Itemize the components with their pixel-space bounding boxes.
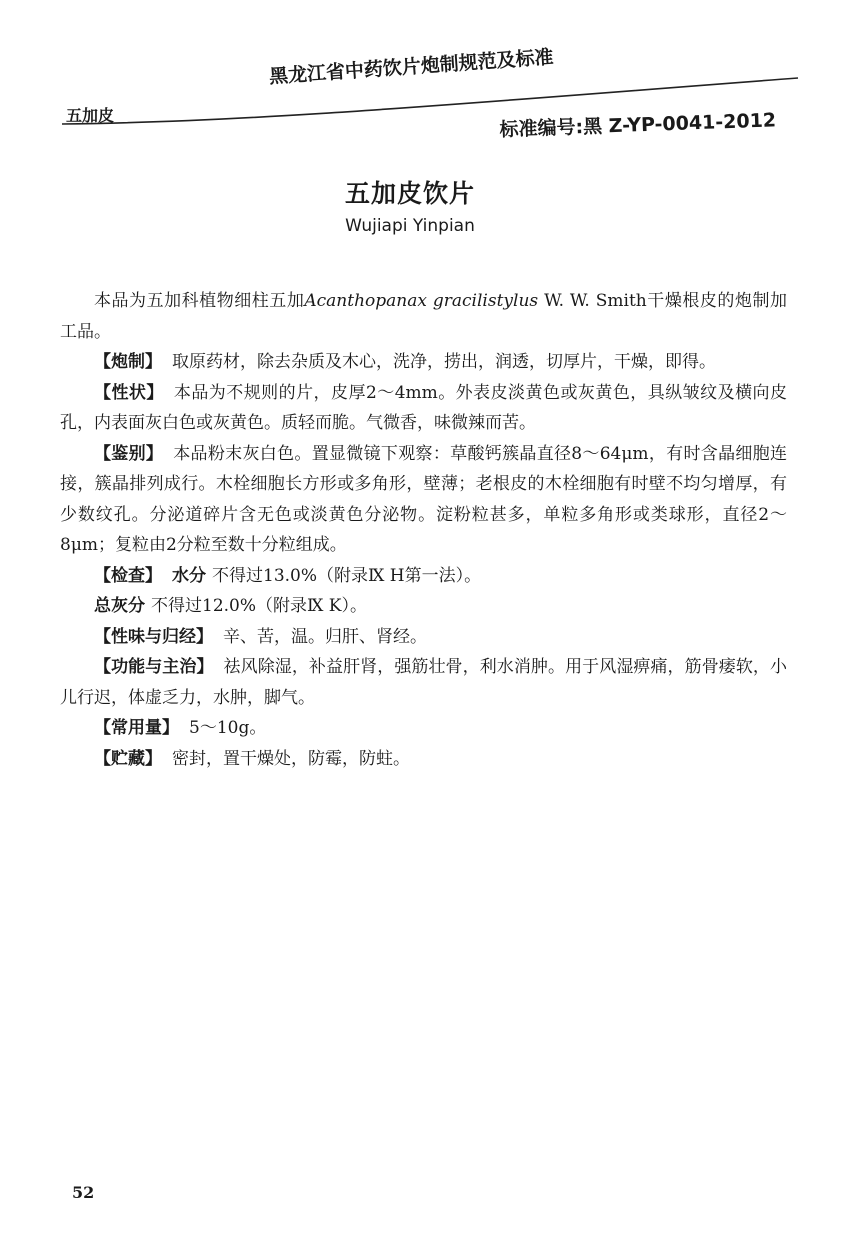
identification-label: 【鉴别】 [94, 443, 164, 464]
page-subtitle-pinyin: Wujiapi Yinpian [345, 216, 475, 236]
processing-label: 【炮制】 [94, 352, 162, 372]
total-ash-paragraph [60, 591, 787, 622]
page-title: 五加皮饮片 [344, 179, 475, 208]
identification-paragraph [60, 439, 787, 561]
inspection-paragraph [60, 561, 787, 592]
function-paragraph [60, 652, 787, 713]
moisture-text: 不得过13.0%（附录Ⅸ H第一法）。 [212, 565, 482, 586]
page-number: 52 [72, 1183, 95, 1202]
intro-paragraph [60, 286, 787, 347]
character-paragraph [60, 378, 787, 439]
total-ash-text: 不得过12.0%（附录Ⅸ K）。 [151, 596, 368, 616]
nature-paragraph [60, 622, 787, 653]
running-header-section: 五加皮 [66, 106, 115, 125]
intro-text-after: W. W. Smith干燥根皮的炮制加工品。 [60, 291, 787, 342]
dosage-paragraph [60, 713, 787, 744]
inspection-label: 【检查】 [94, 565, 162, 586]
function-text: 祛风除湿，补益肝肾，强筋壮骨，利水消肿。用于风湿痹痛，筋骨痿软，小儿行迟，体虚乏力，水肿，脚气。 [60, 657, 788, 708]
nature-text: 辛、苦，温。归肝、肾经。 [223, 626, 427, 647]
intro-text-before: 本品为五加科植物细柱五加 [94, 291, 305, 311]
storage-text: 密封，置干燥处，防霉，防蛀。 [172, 748, 410, 769]
character-label: 【性状】 [94, 382, 164, 403]
function-label: 【功能与主治】 [94, 657, 214, 677]
identification-text: 本品粉末灰白色。置显微镜下观察：草酸钙簇晶直径8～64μm，有时含晶细胞连接，簇晶排列成行。木栓细胞长方形或多角形，壁薄；老根皮的木栓细胞有时壁不均匀增厚，有少数纹孔。分泌道碎片含无色或淡黄色分泌物。淀粉粒甚多，单粒多角形或类球形，直径2～8μm；复粒由2分粒至数十分粒组成。 [60, 443, 787, 555]
total-ash-label: 总灰分 [94, 596, 145, 616]
character-text: 本品为不规则的片，皮厚2～4mm。外表皮淡黄色或灰黄色，具纵皱纹及横向皮孔，内表面灰白色或灰黄色。质轻而脆。气微香，味微辣而苦。 [60, 382, 788, 433]
storage-paragraph [60, 744, 787, 775]
moisture-label: 水分 [172, 565, 206, 586]
dosage-label: 【常用量】 [94, 718, 179, 738]
dosage-text: 5～10g。 [189, 718, 267, 738]
latin-name: Acanthopanax gracilistylus [304, 291, 539, 311]
body-text [60, 282, 787, 774]
storage-label: 【贮藏】 [94, 748, 162, 769]
running-header-book-title: 黑龙江省中药饮片炮制规范及标准 [268, 46, 555, 89]
processing-paragraph [60, 347, 787, 378]
nature-label: 【性味与归经】 [94, 626, 213, 647]
standard-code: 标准编号:黑 Z-YP-0041-2012 [499, 109, 777, 142]
processing-text: 取原药材，除去杂质及木心，洗净，捞出，润透，切厚片，干燥，即得。 [172, 352, 716, 372]
